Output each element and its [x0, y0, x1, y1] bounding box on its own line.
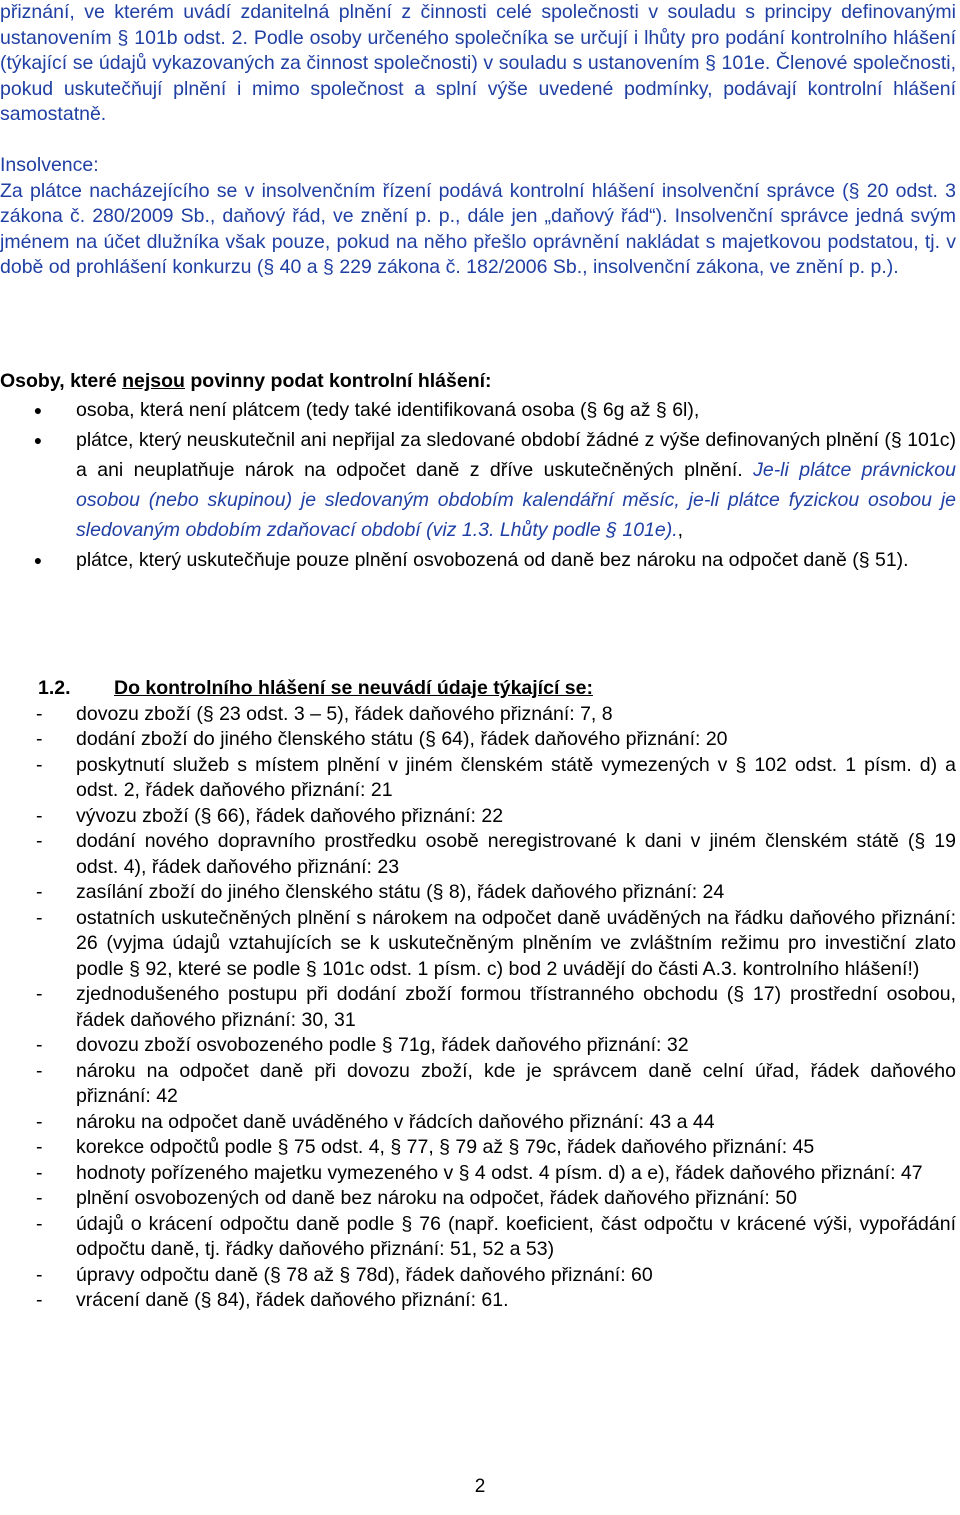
list-item-text: údajů o krácení odpočtu daně podle § 76 (např. koeficient, část odpočtu v krácené výši, vypořádání odpočtu daně, tj. řádky daňového přiznání: 51, 52 a 53) [76, 1212, 956, 1260]
dash-marker: - [36, 983, 43, 1005]
heading-underlined: nejsou [122, 370, 185, 392]
list-item [0, 1059, 956, 1110]
list-item [0, 702, 956, 728]
list-item-text: dovozu zboží (§ 23 odst. 3 – 5), řádek daňového přiznání: 7, 8 [76, 702, 613, 725]
bullet-text-tail: , [677, 518, 684, 541]
intro-section [0, 0, 956, 128]
dash-marker: - [36, 906, 43, 929]
list-item [0, 1161, 956, 1187]
bullet-text-italic: Je-li plátce právnickou osobou (nebo skupinou) je sledovaným obdobím kalendářní měsíc, je-li plátce fyzickou osobou je sledovaným obdobím zdaňovací období (viz 1.3. Lhůty podle § 101e). [76, 458, 956, 541]
dash-marker: - [36, 881, 43, 903]
bullet-text: osoba, která není plátcem (tedy také identifikovaná osoba (§ 6g až § 6l), [76, 398, 700, 421]
insolvence-paragraph: Za plátce nacházejícího se v insolvenčním řízení podává kontrolní hlášení insolvenční správce (§ 20 odst. 3 zákona č. 280/2009 Sb., daňový řád, ve znění p. p., dále jen „daňový řád“). Insolvenční správce jedná svým jménem na účet dlužníka však pouze, pokud na něho přešlo oprávnění nakládat s majetkovou podstatou, tj. v době od prohlášení konkurzu (§ 40 a § 229 zákona č. 182/2006 Sb., insolvenční zákona, ve znění p. p.). [0, 179, 956, 278]
list-item [0, 395, 956, 425]
dash-marker: - [36, 1110, 43, 1133]
list-item [0, 1288, 956, 1314]
list-item-text: vývozu zboží (§ 66), řádek daňového přiznání: 22 [76, 804, 504, 827]
dash-marker: - [36, 728, 43, 750]
bullet-icon: ● [33, 401, 43, 418]
list-item [0, 727, 956, 753]
list-item-text: nároku na odpočet daně uváděného v řádcích daňového přiznání: 43 a 44 [76, 1110, 715, 1133]
list-item [0, 1033, 956, 1059]
list-item [0, 829, 956, 880]
list-item [0, 804, 956, 830]
list-item [0, 425, 956, 545]
heading-part: povinny podat kontrolní hlášení: [184, 370, 492, 392]
bullet-text-plain: plátce, který neuskutečnil ani nepřijal za sledované období žádné z výše definovaných plnění (§ 101c) a ani neuplatňuje nárok na odpočet daně z dříve uskutečněných plnění. [76, 428, 956, 481]
list-item-text: poskytnutí služeb s místem plnění v jiném členském státě vymezených v § 102 odst. 1 písm. d) a odst. 2, řádek daňového přiznání: 21 [76, 753, 956, 801]
heading-part: Osoby, které [0, 370, 123, 392]
dash-marker: - [36, 1263, 43, 1286]
dash-marker: - [36, 1212, 43, 1235]
list-item-text: ostatních uskutečněných plnění s nárokem na odpočet daně uváděných na řádku daňového přiznání: 26 (vyjma údajů vztahujících se k uskutečněným plněním ve zvláštním režimu pro investiční zlato podle § 92, které se podle § 101c odst. 1 písm. c) bod 2 uvádějí do části A.3. kontrolního hlášení!) [76, 906, 956, 980]
not-obliged-heading [0, 369, 956, 395]
dash-marker: - [36, 702, 43, 725]
list-item [0, 1186, 956, 1212]
list-item [0, 753, 956, 804]
section-title: Do kontrolního hlášení se neuvádí údaje týkající se: [114, 677, 593, 699]
list-item-text: úpravy odpočtu daně (§ 78 až § 78d), řádek daňového přiznání: 60 [76, 1263, 653, 1286]
section-number: 1.2. [38, 677, 71, 699]
list-item [0, 906, 956, 983]
list-item [0, 1263, 956, 1289]
bullet-text [76, 425, 956, 545]
list-item-text: dodání zboží do jiného členského státu (§ 64), řádek daňového přiznání: 20 [76, 728, 728, 750]
bullet-text: plátce, který uskutečňuje pouze plnění osvobozená od daně bez nároku na odpočet daně (§ 51). [76, 548, 909, 571]
insolvence-heading: Insolvence: [0, 154, 99, 176]
dash-marker: - [36, 804, 43, 827]
dash-marker: - [36, 830, 43, 852]
list-item-text: zasílání zboží do jiného členského státu (§ 8), řádek daňového přiznání: 24 [76, 881, 725, 903]
list-item-text: dodání nového dopravního prostředku osobě neregistrované k dani v jiném členském státě (§ 19 odst. 4), řádek daňového přiznání: 23 [76, 830, 956, 878]
list-item [0, 982, 956, 1033]
dash-marker: - [36, 1034, 43, 1056]
intro-paragraph: přiznání, ve kterém uvádí zdanitelná plnění z činnosti celé společnosti v souladu s principy definovanými ustanovením § 101b odst. 2. Podle osoby určeného společníka se určují i lhůty pro podání kontrolního hlášení (týkající se údajů vykazovaných za činnost společnosti) v souladu s ustanovením § 101e. Členové společnosti, pokud uskutečňují plnění i mimo společnost a splní výše uvedené podmínky, podávají kontrolní hlášení samostatně. [0, 1, 956, 125]
not-obliged-section [0, 369, 956, 575]
bullet-icon: ● [33, 551, 43, 568]
insolvence-section [0, 153, 956, 281]
list-item [0, 545, 956, 575]
bullet-icon: ● [33, 431, 43, 448]
dash-marker: - [36, 1187, 43, 1209]
list-item [0, 1212, 956, 1263]
dash-marker: - [36, 1136, 43, 1158]
list-item [0, 1110, 956, 1136]
list-item-text: dovozu zboží osvobozeného podle § 71g, řádek daňového přiznání: 32 [76, 1034, 689, 1056]
list-item [0, 880, 956, 906]
list-item-text: zjednodušeného postupu při dodání zboží formou třístranného obchodu (§ 17) prostřední osobou, řádek daňového přiznání: 30, 31 [76, 983, 956, 1031]
dash-marker: - [36, 753, 43, 776]
section-heading [0, 676, 956, 702]
list-item-text: nároku na odpočet daně při dovozu zboží, kde je správcem daně celní úřad, řádek daňového přiznání: 42 [76, 1059, 956, 1107]
dash-marker: - [36, 1289, 43, 1311]
dash-marker: - [36, 1059, 43, 1082]
list-item [0, 1135, 956, 1161]
list-item-text: vrácení daně (§ 84), řádek daňového přiznání: 61. [76, 1289, 509, 1311]
list-item-text: korekce odpočtů podle § 75 odst. 4, § 77, § 79 až § 79c, řádek daňového přiznání: 45 [76, 1136, 815, 1158]
page-number: 2 [474, 1476, 486, 1497]
list-item-text: hodnoty pořízeného majetku vymezeného v § 4 odst. 4 písm. d) a e), řádek daňového přiznání: 47 [76, 1161, 923, 1184]
dash-list [0, 702, 956, 1314]
section-1-2 [0, 676, 956, 1314]
dash-marker: - [36, 1161, 43, 1184]
list-item-text: plnění osvobozených od daně bez nároku na odpočet, řádek daňového přiznání: 50 [76, 1187, 797, 1209]
